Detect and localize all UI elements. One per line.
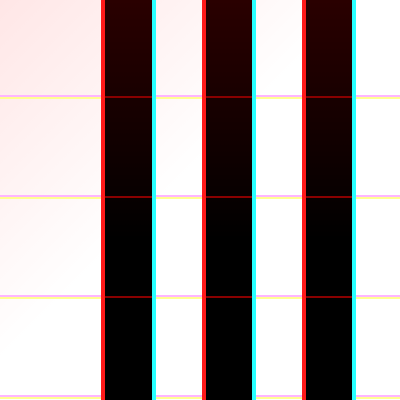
crossing-3-2	[206, 296, 252, 298]
vertical-bar-1	[105, 0, 152, 400]
vertical-bar-3-cyan-fringe	[352, 0, 356, 400]
crossing-3-1	[105, 296, 152, 298]
vertical-bar-1-red-fringe	[101, 0, 105, 400]
vertical-bar-2-red-fringe	[202, 0, 206, 400]
crossing-2-3	[306, 196, 352, 198]
vertical-bar-3	[306, 0, 352, 400]
vertical-bar-2-cyan-fringe	[252, 0, 256, 400]
crossing-1-1	[105, 96, 152, 98]
crossing-2-2	[206, 196, 252, 198]
crossing-1-2	[206, 96, 252, 98]
crossing-3-3	[306, 296, 352, 298]
vertical-bar-1-cyan-fringe	[152, 0, 156, 400]
vertical-bars	[101, 0, 356, 400]
vertical-bar-3-red-fringe	[302, 0, 306, 400]
vertical-bar-2	[206, 0, 252, 400]
crossing-2-1	[105, 196, 152, 198]
crossing-1-3	[306, 96, 352, 98]
